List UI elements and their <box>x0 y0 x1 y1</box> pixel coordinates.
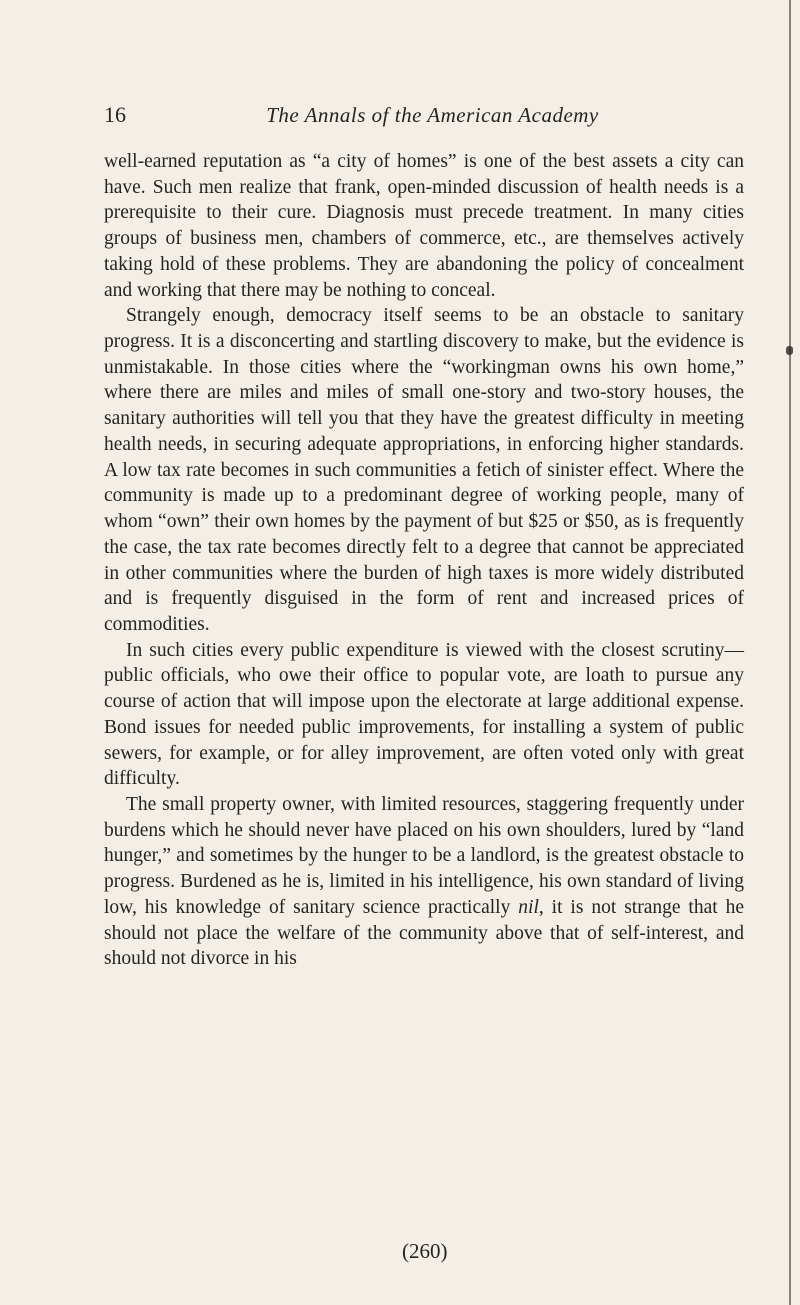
page-header <box>90 100 745 130</box>
paragraph: well-earned reputation as “a city of homes” is one of the best assets a city can have. Such men realize that frank, open-minded discussion of health needs is a prerequisite to their cure. Diagnosis must precede treatment. In many cities groups of business men, chambers of commerce, etc., are themselves actively taking hold of these problems. They are abandoning the policy of concealment and working that there may be nothing to conceal. <box>104 151 744 301</box>
paragraph-text: , it is not strange that he should not place the welfare of the community above that of self-interest, and should not divorce in his <box>104 896 745 970</box>
page-folio: (260) <box>402 1239 448 1263</box>
paragraph <box>104 792 744 972</box>
page-edge-line <box>789 0 791 1305</box>
page-edge-mark <box>786 346 793 355</box>
paragraph: In such cities every public expenditure is viewed with the closest scrutiny—public officials, who owe their office to popular vote, are loath to pursue any course of action that will impose upon the electorate at large additional expense. Bond issues for needed public improvements, for installing a system of public sewers, for example, or for alley improvement, are often voted only with great difficulty. <box>104 639 744 790</box>
paragraph-text: The small property owner, with limited resources, staggering frequently under burdens which he should never have placed on his own shoulders, lured by “land hunger,” and sometimes by the hunger to be a landlord, is the greatest obstacle to progress. Burdened as he is, limited in his intelligence, his own standard of living low, his knowledge of sanitary science practically <box>104 793 744 918</box>
paragraph: Strangely enough, democracy itself seems to be an obstacle to sanitary progress. It is a disconcerting and startling discovery to make, but the evidence is unmistakable. In those cities where the “workingman owns his own home,” where there are miles and miles of small one-story and two-story houses, the sanitary authorities will tell you that they have the greatest difficulty in meeting health needs, in securing adequate appropriations, in enforcing higher standards. A low tax rate becomes in such communities a fetich of sinister effect. Where the community is made up to a predominant degree of working people, many of whom “own” their own homes by the payment of but $25 or $50, as is frequently the case, the tax rate becomes directly felt to a degree that cannot be appreciated in other communities where the burden of high taxes is more widely distributed and is frequently disguised in the form of rent and increased prices of commodities. <box>104 305 744 635</box>
page-number: 16 <box>104 102 126 127</box>
italic-term: nil <box>518 896 539 918</box>
body-text <box>104 149 744 972</box>
running-title: The Annals of the American Academy <box>266 103 599 127</box>
